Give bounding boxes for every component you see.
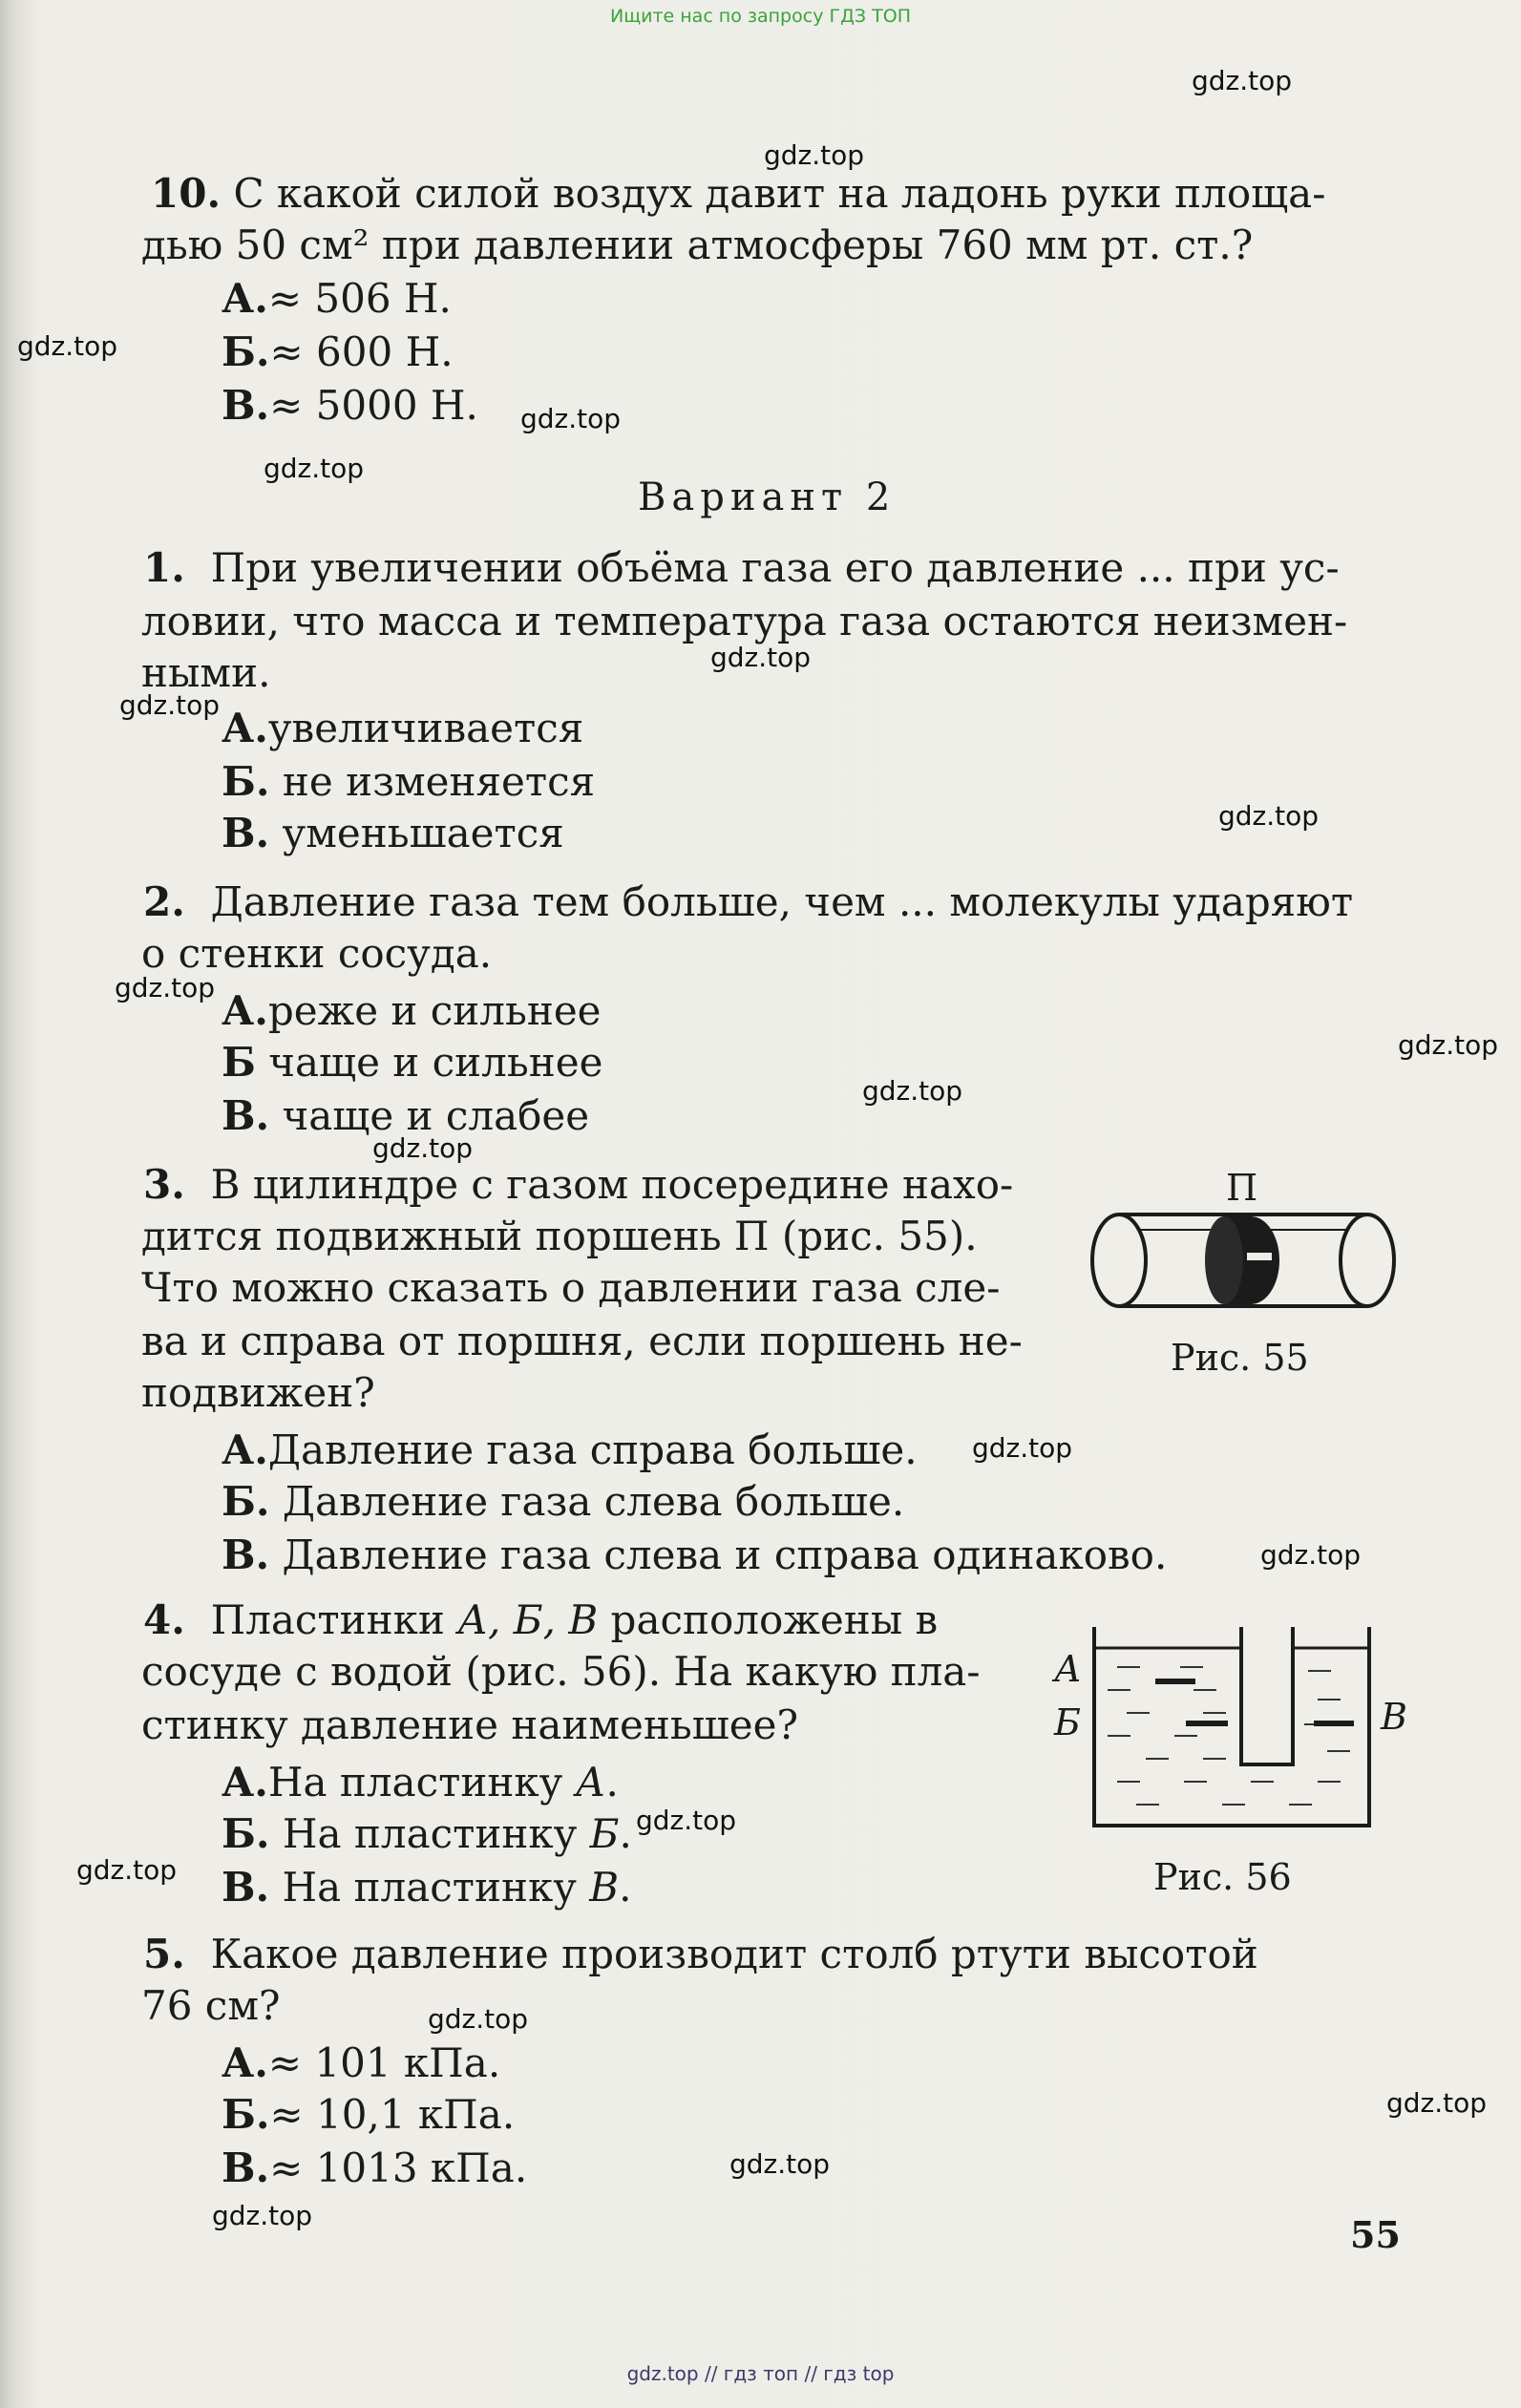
q1-line3: ными. (141, 649, 271, 696)
watermark: gdz.top (862, 1075, 963, 1107)
q2-option-c: В. чаще и слабее (222, 1092, 590, 1139)
q5-option-b: Б.≈ 10,1 кПа. (222, 2091, 516, 2138)
watermark: gdz.top (972, 1432, 1073, 1464)
q4-option-b: Б. На пластинку Б. (222, 1810, 632, 1857)
q4-line2: сосуде с водой (рис. 56). На какую пла- (141, 1648, 981, 1695)
figure-55-caption: Рис. 55 (1171, 1337, 1309, 1379)
figure-56-caption: Рис. 56 (1153, 1856, 1292, 1898)
watermark: gdz.top (1398, 1029, 1499, 1061)
q4-line1: 4. Пластинки А, Б, В расположены в (143, 1596, 939, 1643)
watermark: gdz.top (1386, 2087, 1488, 2119)
q3-option-a: А.Давление газа справа больше. (222, 1426, 918, 1473)
q1-line2: ловии, что масса и температура газа остаются неизмен- (141, 598, 1348, 644)
watermark: gdz.top (1192, 65, 1293, 96)
q5-line2: 76 см? (141, 1982, 281, 2029)
q3-line2: дится подвижный поршень П (рис. 55). (141, 1213, 978, 1259)
watermark: gdz.top (636, 1805, 737, 1836)
q1-option-c: В. уменьшается (222, 810, 564, 856)
q4-option-c: В. На пластинку В. (222, 1864, 632, 1911)
watermark: gdz.top (372, 1132, 474, 1164)
watermark: gdz.top (729, 2148, 831, 2180)
q10-option-c: В.≈ 5000 Н. (222, 382, 478, 429)
watermark: gdz.top (119, 689, 221, 721)
variant-title: Вариант 2 (638, 475, 897, 519)
q4-line3: стинку давление наименьшее? (141, 1701, 799, 1748)
figure-55-label: П (1226, 1167, 1258, 1209)
q3-line3: Что можно сказать о давлении газа сле- (141, 1264, 1001, 1311)
q3-line5: подвижен? (141, 1369, 375, 1416)
page-number: 55 (1350, 2213, 1401, 2256)
q10-option-a: А.≈ 506 Н. (222, 275, 452, 322)
footer-banner[interactable]: gdz.top // гдз топ // гдз top (626, 2362, 895, 2385)
q5-line1: 5. Какое давление производит столб ртути высотой (143, 1931, 1258, 1977)
watermark: gdz.top (17, 330, 118, 362)
q3-option-c: В. Давление газа слева и справа одинаково. (222, 1531, 1168, 1578)
q10-line2: дью 50 см² при давлении атмосферы 760 мм рт. ст.? (141, 222, 1254, 268)
q5-option-c: В.≈ 1013 кПа. (222, 2144, 528, 2191)
q2-option-b: Б чаще и сильнее (222, 1039, 603, 1086)
q2-line1: 2. Давление газа тем больше, чем ... молекулы ударяют (143, 878, 1354, 925)
figure-56-label-b: Б (1054, 1701, 1081, 1743)
watermark: gdz.top (1260, 1539, 1362, 1571)
q1-option-a: А.увеличивается (222, 705, 584, 751)
watermark: gdz.top (710, 642, 812, 673)
watermark: gdz.top (264, 453, 365, 484)
q10-option-b: Б.≈ 600 Н. (222, 328, 454, 375)
q3-line1: 3. В цилиндре с газом посередине нахо- (143, 1161, 1014, 1208)
q2-option-a: А.реже и сильнее (222, 987, 602, 1034)
watermark: gdz.top (212, 2200, 313, 2231)
q3-option-b: Б. Давление газа слева больше. (222, 1478, 905, 1525)
watermark: gdz.top (115, 972, 216, 1003)
q4-option-a: А.На пластинку А. (222, 1759, 619, 1806)
header-banner[interactable]: Ищите нас по запросу ГДЗ ТОП (610, 6, 911, 27)
q3-line4: ва и справа от поршня, если поршень не- (141, 1318, 1023, 1364)
watermark: gdz.top (76, 1854, 178, 1886)
q1-option-b: Б. не изменяется (222, 758, 596, 805)
figure-56-label-v: В (1381, 1696, 1407, 1738)
q2-line2: о стенки сосуда. (141, 930, 493, 977)
figure-56-vessel (1088, 1623, 1375, 1829)
q5-option-a: А.≈ 101 кПа. (222, 2039, 501, 2086)
watermark: gdz.top (520, 403, 622, 434)
watermark: gdz.top (428, 2003, 529, 2035)
q1-line1: 1. При увеличении объёма газа его давление ... при ус- (143, 544, 1340, 591)
figure-56-label-a: А (1054, 1648, 1082, 1690)
watermark: gdz.top (1218, 800, 1320, 832)
q10-line1: 10. С какой силой воздух давит на ладонь руки площа- (151, 170, 1326, 217)
watermark: gdz.top (764, 139, 865, 171)
figure-55-cylinder (1081, 1201, 1405, 1320)
